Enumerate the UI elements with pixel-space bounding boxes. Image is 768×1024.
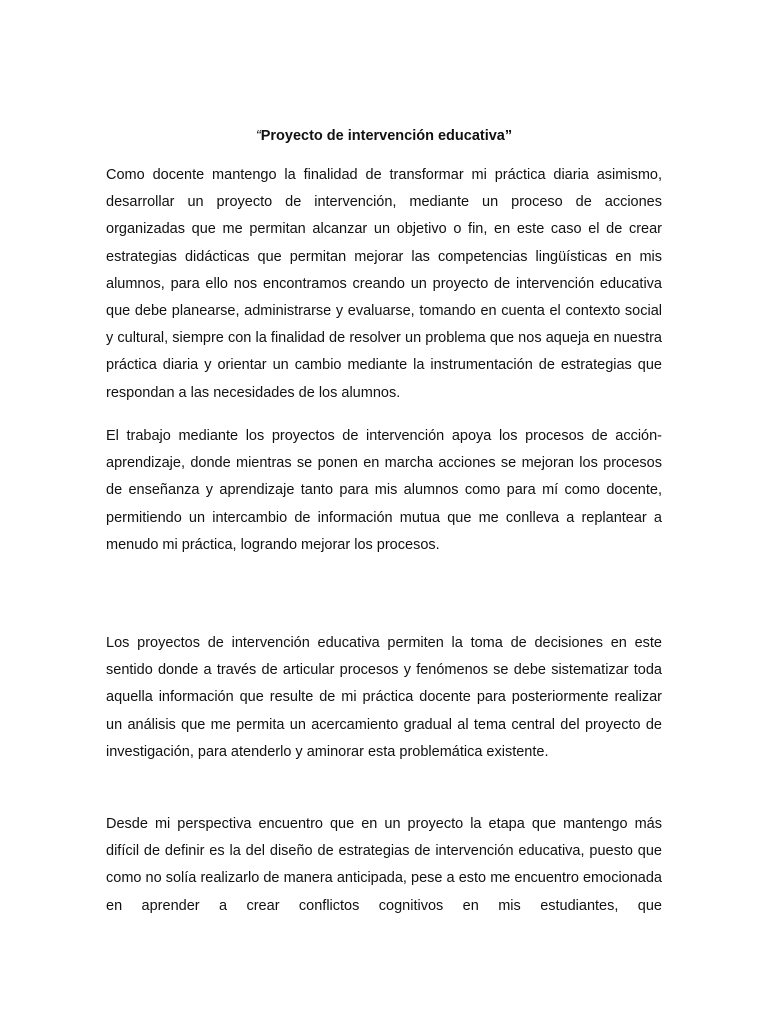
title-text: Proyecto de intervención educativa” [260,128,513,144]
paragraph-4: Desde mi perspectiva encuentro que en un proyecto la etapa que mantengo más difícil de definir es la del diseño de estrategias de intervención educativa, puesto que como no solía realizarlo de manera anticipada, pese a esto me encuentro emocionada en aprender a crear conflictos cognitivos en mis estudiantes, que [106,816,662,914]
title-open-quote: “ [255,128,261,144]
document-title [106,126,662,146]
paragraph-2: El trabajo mediante los proyectos de intervención apoya los procesos de acción-aprendizaje, donde mientras se ponen en marcha acciones se mejoran los procesos de enseñanza y aprendizaje tanto para mis alumnos como para mí como docente, permitiendo un intercambio de información mutua que me conlleva a replantear a menudo mi práctica, logrando mejorar los procesos. [106,428,662,553]
paragraph-3: Los proyectos de intervención educativa permiten la toma de decisiones en este sentido donde a través de articular procesos y fenómenos se debe sistematizar toda aquella información que resulte de mi práctica docente para posteriormente realizar un análisis que me permita un acercamiento gradual al tema central del proyecto de investigación, para atenderlo y aminorar esta problemática existente. [106,635,662,760]
paragraph-1: Como docente mantengo la finalidad de transformar mi práctica diaria asimismo, desarrollar un proyecto de intervención, mediante un proceso de acciones organizadas que me permitan alcanzar un objetivo o fin, en este caso el de crear estrategias didácticas que permitan mejorar las competencias lingüísticas en mis alumnos, para ello nos encontramos creando un proyecto de intervención educativa que debe planearse, administrarse y evaluarse, tomando en cuenta el contexto social y cultural, siempre con la finalidad de resolver un problema que nos aqueja en nuestra práctica diaria y orientar un cambio mediante la instrumentación de estrategias que respondan a las necesidades de los alumnos. [106,167,662,401]
